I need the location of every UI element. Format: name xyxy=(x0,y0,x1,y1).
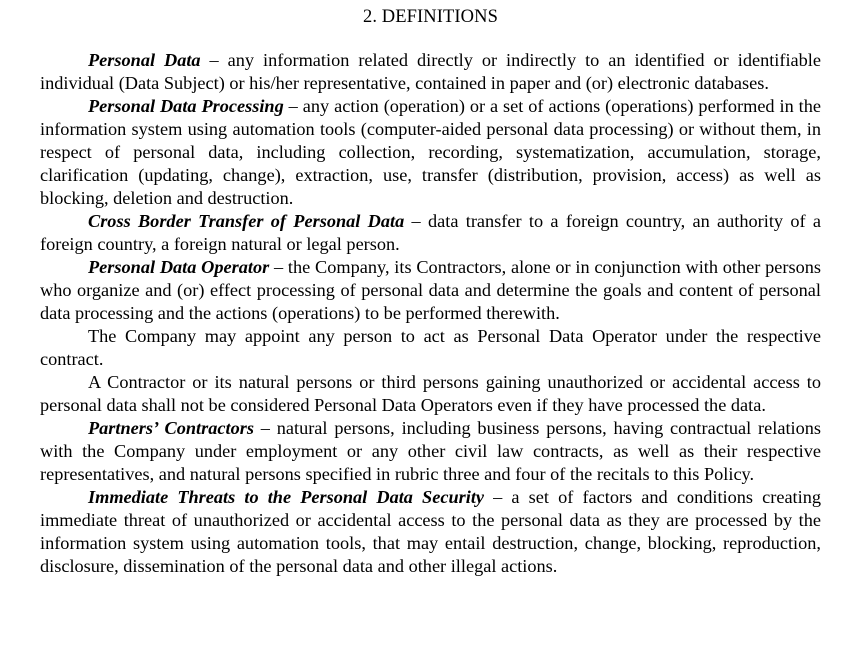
paragraph-text: A Contractor or its natural persons or third persons gaining unauthorized or accidental access to personal data shall not be considered Personal Data Operators even if they have processed the data. xyxy=(40,372,821,415)
paragraph-text: The Company may appoint any person to act as Personal Data Operator under the respective contract. xyxy=(40,326,821,369)
definition-text: – data transfer to a foreign country, an authority of a foreign country, a foreign natural or legal person. xyxy=(40,211,821,254)
definition-term: Personal Data Operator xyxy=(88,257,270,277)
definition-text: – a set of factors and conditions creating immediate threat of unauthorized or accidental access to the personal data as they are processed by the information system using automation tools, that may entail destruction, change, blocking, reproduction, disclosure, dissemination of the personal data and other illegal actions. xyxy=(40,487,821,576)
definition-term: Personal Data Processing xyxy=(88,96,284,116)
definition-text: – any information related directly or indirectly to an identified or identifiable individual (Data Subject) or his/her representative, contained in paper and (or) electronic databases. xyxy=(40,50,821,93)
definition-term: Personal Data xyxy=(88,50,201,70)
definition-term: Immediate Threats to the Personal Data Security xyxy=(88,487,485,507)
definition-partners-contractors xyxy=(40,417,821,486)
paragraph-contractor-access xyxy=(40,371,821,417)
definition-term: Cross Border Transfer of Personal Data xyxy=(88,211,405,231)
definition-personal-data-processing xyxy=(40,95,821,210)
definition-text: – any action (operation) or a set of actions (operations) performed in the information system using automation tools (computer-aided personal data processing) or without them, in respect of personal data, including collection, recording, systematization, accumulation, storage, clarification (updating, change), extraction, use, transfer (distribution, provision, access) as well as blocking, deletion and destruction. xyxy=(40,96,821,208)
paragraph-operator-appointment xyxy=(40,325,821,371)
definition-term: Partners’ Contractors xyxy=(88,418,254,438)
document-page xyxy=(40,6,821,578)
definition-text: – natural persons, including business persons, having contractual relations with the Company under employment or any other civil law contracts, as well as their respective representatives, and natural persons specified in rubric three and four of the recitals to this Policy. xyxy=(40,418,821,484)
definition-personal-data-operator xyxy=(40,256,821,325)
section-heading: 2. DEFINITIONS xyxy=(362,7,498,27)
definition-personal-data xyxy=(40,49,821,95)
definition-text: – the Company, its Contractors, alone or in conjunction with other persons who organize and (or) effect processing of personal data and determine the goals and content of personal data processing and the actions (operations) to be performed therewith. xyxy=(40,257,821,323)
definition-immediate-threats xyxy=(40,486,821,578)
definition-cross-border-transfer xyxy=(40,210,821,256)
